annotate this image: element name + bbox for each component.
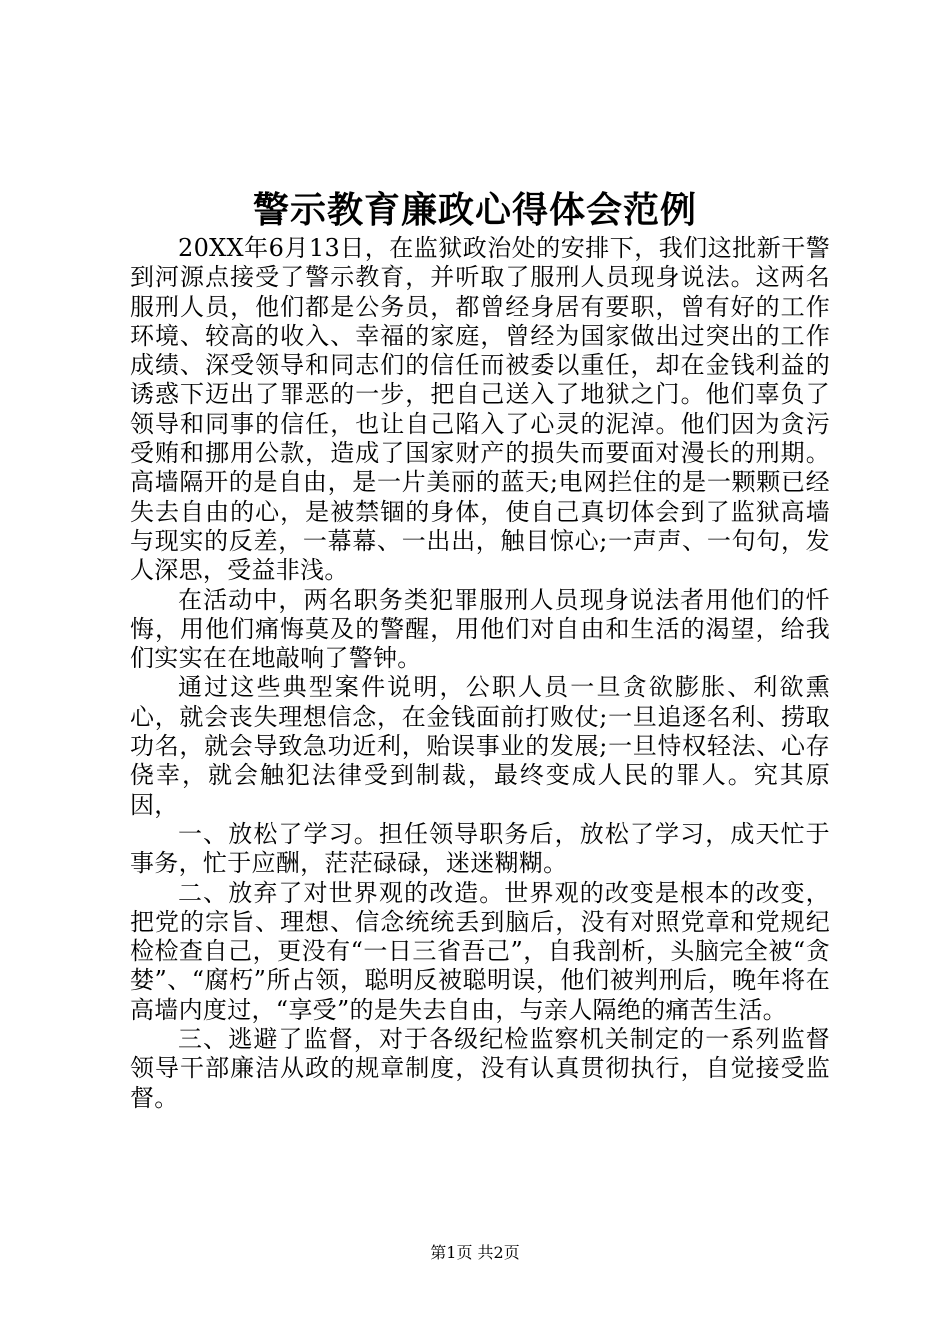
document-title: 警示教育廉政心得体会范例: [252, 189, 697, 231]
page-footer: 第1页 共2页: [430, 1243, 520, 1262]
paragraph-2: 在活动中，两名职务类犯罪服刑人员现身说法者用他们的忏悔，用他们痛悔莫及的警醒，用他们对自由和生活的渴望，给我们实实在在地敲响了警钟。: [130, 585, 830, 673]
paragraph-5: 二、放弃了对世界观的改造。世界观的改变是根本的改变，把党的宗旨、理想、信念统统丢到脑后，没有对照党章和党规纪检检查自己，更没有“一日三省吾己”，自我剖析，头脑完全被“贪婪”、“腐朽”所占领，聪明反被聪明误，他们被判刑后，晚年将在高墙内度过，“享受”的是失去自由，与亲人隔绝的痛苦生活。: [130, 878, 830, 1024]
document-body: [130, 234, 830, 1113]
paragraph-3: 通过这些典型案件说明，公职人员一旦贪欲膨胀、利欲熏心，就会丧失理想信念，在金钱面前打败仗;一旦追逐名利、捞取功名，就会导致急功近利，贻误事业的发展;一旦恃权轻法、心存侥幸，就会触犯法律受到制裁，最终变成人民的罪人。究其原因，: [130, 673, 830, 819]
paragraph-6: 三、逃避了监督，对于各级纪检监察机关制定的一系列监督领导干部廉洁从政的规章制度，没有认真贯彻执行，自觉接受监督。: [130, 1025, 830, 1112]
paragraph-1: 20XX年6月13日，在监狱政治处的安排下，我们这批新干警到河源点接受了警示教育，并听取了服刑人员现身说法。这两名服刑人员，他们都是公务员，都曾经身居有要职，曾有好的工作环境、较高的收入、幸福的家庭，曾经为国家做出过突出的工作成绩、深受领导和同志们的信任而被委以重任，却在金钱利益的诱惑下迈出了罪恶的一步，把自己送入了地狱之门。他们辜负了领导和同事的信任，也让自己陷入了心灵的泥淖。他们因为贪污受贿和挪用公款，造成了国家财产的损失而要面对漫长的刑期。高墙隔开的是自由，是一片美丽的蓝天;电网拦住的是一颗颗已经失去自由的心，是被禁锢的身体，使自己真切体会到了监狱高墙与现实的反差，一幕幕、一出出，触目惊心;一声声、一句句，发人深思，受益非浅。: [130, 234, 830, 585]
paragraph-4: 一、放松了学习。担任领导职务后，放松了学习，成天忙于事务，忙于应酬，茫茫碌碌，迷迷糊糊。: [130, 819, 830, 878]
